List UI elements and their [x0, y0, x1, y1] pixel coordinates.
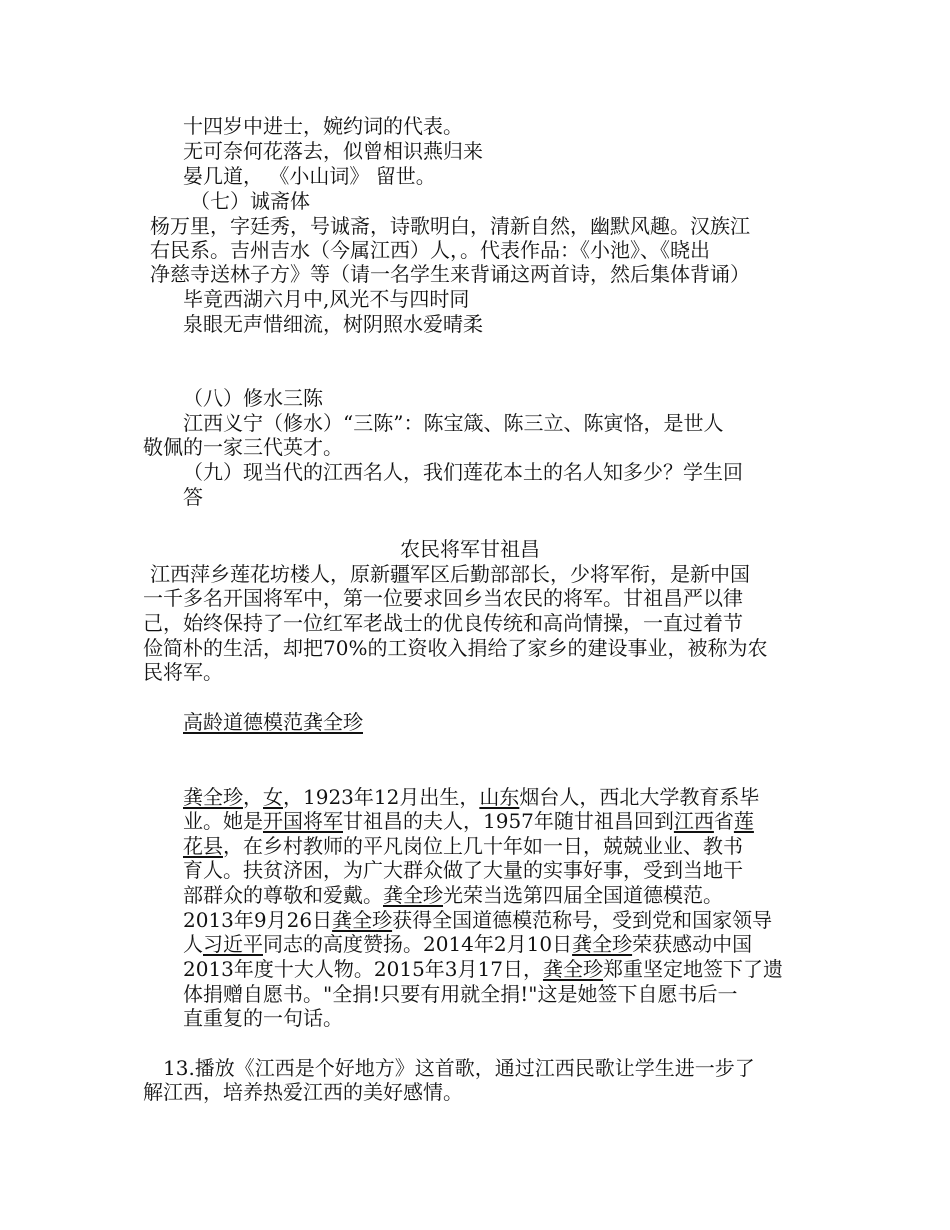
text-span: 同志的高度赞扬。2014年2月10日: [263, 932, 573, 956]
link-gong-quanzhen[interactable]: 龚全珍: [332, 908, 393, 932]
bio-line: 育人。扶贫济困，为广大群众做了大量的实事好事，受到当地干: [183, 858, 743, 882]
section-heading: （八）修水三陈: [183, 386, 323, 410]
text-span: ，1923年12月出生，: [283, 785, 480, 809]
text-line: 净慈寺送林子方》等（请一名学生来背诵这两首诗，然后集体背诵）: [150, 262, 750, 286]
poem-line: 泉眼无声惜细流，树阴照水爱晴柔: [183, 312, 483, 336]
link-jiangxi[interactable]: 江西: [673, 809, 714, 833]
text-span: 荣获感动中国: [632, 932, 753, 956]
text-line: 一千多名开国将军中，第一位要求回乡当农民的将军。甘祖昌严以律: [143, 586, 743, 610]
link-gong-quanzhen[interactable]: 龚全珍: [183, 785, 243, 809]
text-line: 杨万里，字廷秀，号诚斋，诗歌明白，清新自然，幽默风趣。汉族江: [150, 214, 750, 238]
text-span: ，: [243, 785, 263, 809]
bio-line: [183, 883, 723, 907]
text-span: 部群众的尊敬和爱戴。: [183, 883, 383, 907]
poem-line: 毕竟西湖六月中,风光不与四时同: [183, 287, 470, 311]
text-span: 获得全国道德模范称号，受到党和国家领导: [392, 908, 773, 932]
text-line: 无可奈何花落去，似曾相识燕归来: [183, 139, 483, 163]
link-gong-quanzhen[interactable]: 龚全珍: [572, 932, 633, 956]
text-span: 甘祖昌的夫人，1957年随甘祖昌回到: [343, 809, 674, 833]
text-line: 江西萍乡莲花坊楼人，原新疆军区后勤部部长，少将军衔，是新中国: [150, 562, 750, 586]
link-shandong[interactable]: 山东: [479, 785, 520, 809]
link-gong-quanzhen[interactable]: 龚全珍: [542, 957, 603, 981]
bio-line: [183, 809, 754, 833]
text-line: 答: [183, 485, 203, 509]
bio-line: [183, 785, 759, 809]
subsection-title: 农民将军甘祖昌: [400, 537, 540, 561]
section-heading: （九）现当代的江西名人，我们莲花本土的名人知多少？学生回: [183, 460, 743, 484]
text-span: 烟台人，西北大学教育系毕: [519, 785, 760, 809]
text-line: 民将军。: [143, 660, 223, 684]
subsection-title: 高龄道德模范龚全珍: [183, 710, 363, 734]
link-lianhua-county[interactable]: 莲: [733, 809, 754, 833]
bio-line: [183, 908, 772, 932]
text-span: 业。她是: [183, 809, 263, 833]
link-founding-general[interactable]: 开国将军: [263, 809, 343, 833]
bio-line: [183, 834, 743, 858]
bio-line: [183, 932, 752, 956]
bio-line: 体捐赠自愿书。"全捐!只要有用就全捐!"这是她签下自愿书后一: [183, 982, 738, 1006]
link-gong-quanzhen[interactable]: 龚全珍: [383, 883, 443, 907]
section-heading: （七）诚斋体: [190, 189, 310, 213]
link-xi-jinping[interactable]: 习近平: [203, 932, 263, 956]
text-span: 郑重坚定地签下了遗: [602, 957, 783, 981]
text-span: 省: [713, 809, 734, 833]
text-span: 光荣当选第四届全国道德模范。: [443, 883, 723, 907]
text-span: 2013年9月26日: [183, 908, 333, 932]
text-line: 右民系。吉州吉水（今属江西）人，。代表作品：《小池》、《晓出: [150, 238, 710, 262]
text-line: 晏几道， 《小山词》 留世。: [183, 164, 436, 188]
text-line: 十四岁中进士，婉约词的代表。: [183, 114, 463, 138]
bio-line: 直重复的一句话。: [183, 1006, 343, 1030]
text-line: 解江西，培养热爱江西的美好感情。: [143, 1080, 463, 1104]
text-line: 江西义宁（修水）“三陈”：陈宝箴、陈三立、陈寅恪，是世人: [183, 411, 724, 435]
bio-line: [183, 957, 783, 981]
text-line: 13.播放《江西是个好地方》这首歌，通过江西民歌让学生进一步了: [163, 1056, 755, 1080]
text-span: 2013年度十大人物。2015年3月17日，: [183, 957, 543, 981]
text-line: 俭简朴的生活，却把70%的工资收入捐给了家乡的建设事业，被称为农: [143, 636, 768, 660]
link-female[interactable]: 女: [263, 785, 283, 809]
text-line: 敬佩的一家三代英才。: [143, 435, 343, 459]
text-line: 己，始终保持了一位红军老战士的优良传统和高尚情操，一直过着节: [143, 611, 743, 635]
text-span: 人: [183, 932, 203, 956]
text-span: ，在乡村教师的平凡岗位上几十年如一日，兢兢业业、教书: [223, 834, 743, 858]
link-lianhua-county[interactable]: 花县: [183, 834, 223, 858]
